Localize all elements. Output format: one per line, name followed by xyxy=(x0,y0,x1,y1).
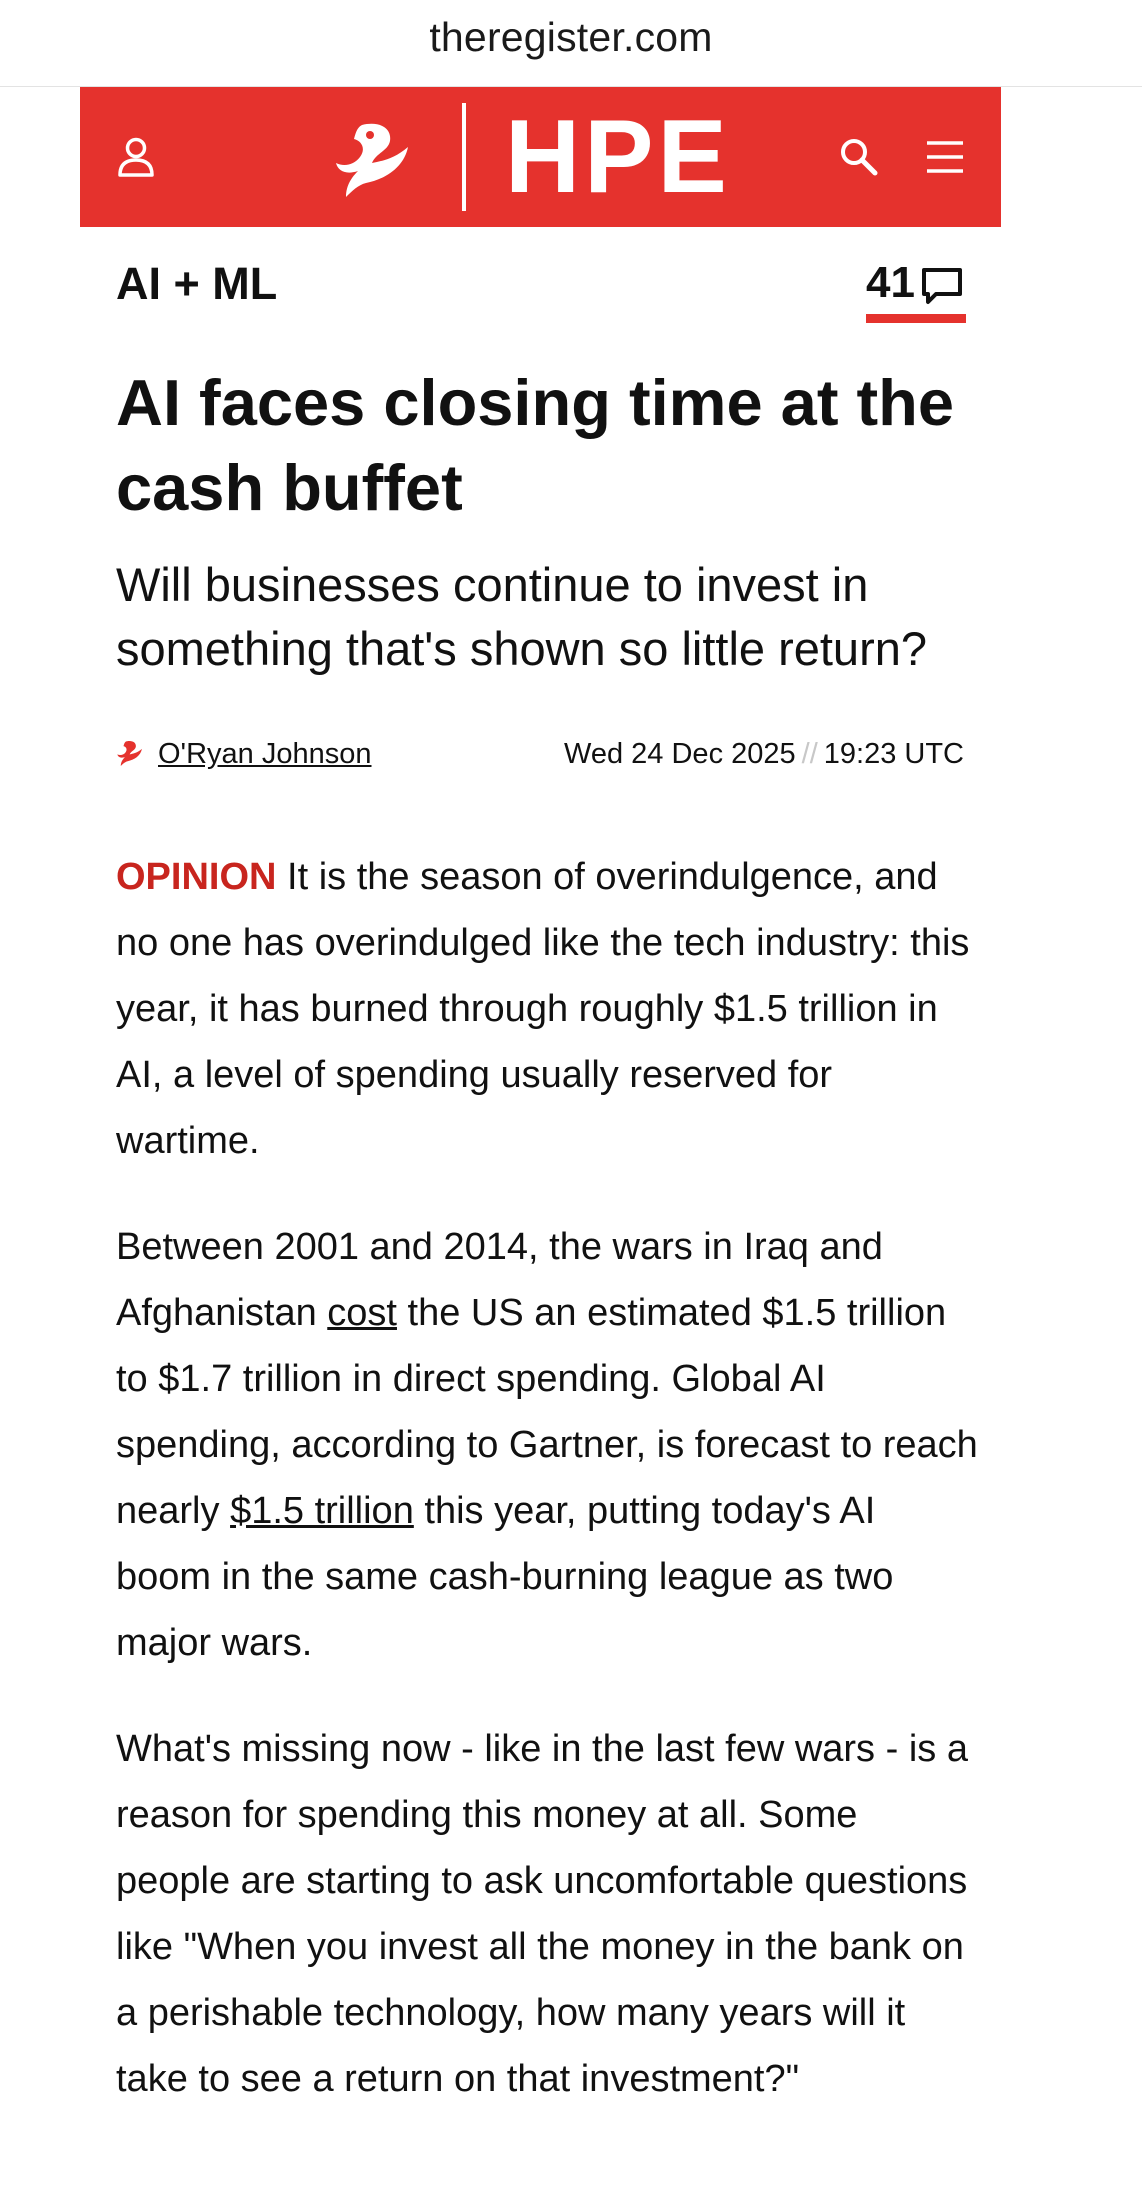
comments-count: 41 xyxy=(866,258,915,307)
article-paragraph xyxy=(116,844,978,1174)
section-label[interactable]: AI + ML xyxy=(116,258,278,309)
opinion-tag: OPINION xyxy=(116,856,277,898)
paragraph-text: the US an estimated $1.5 trillion to $1.7 trillion in direct spending. Global AI spending, according to Gartner, is forecast to reach nearly xyxy=(116,1292,978,1532)
publish-time: 19:23 UTC xyxy=(823,738,964,770)
article-headline: AI faces closing time at the cash buffet xyxy=(116,366,955,524)
site-masthead xyxy=(80,87,1001,227)
paragraph-text: It is the season of overindulgence, and no one has overindulged like the tech industry: this year, it has burned through roughly $1.5 trillion in AI, a level of spending usually reserved for wartime. xyxy=(116,856,970,1162)
article-body xyxy=(116,844,978,2152)
article-paragraph xyxy=(116,1716,978,2112)
search-icon[interactable] xyxy=(837,135,881,179)
article-standfirst: Will businesses continue to invest in something that's shown so little return? xyxy=(116,558,928,675)
logo-divider xyxy=(462,103,466,211)
user-icon[interactable] xyxy=(114,135,158,179)
byline xyxy=(116,736,964,776)
publish-date: Wed 24 Dec 2025 xyxy=(564,738,796,770)
comments-link[interactable] xyxy=(866,258,966,324)
browser-url-bar[interactable] xyxy=(0,0,1142,87)
register-logo[interactable] xyxy=(332,121,414,197)
cost-link[interactable]: cost xyxy=(327,1292,397,1334)
comments-underline xyxy=(866,314,966,323)
paragraph-text: What's missing now - like in the last few wars - is a reason for spending this money at all. Some people are starting to ask uncomfortable questions like "When you invest all the money in the bank on a perishable technology, how many years will it take to see a return on that investment?" xyxy=(116,1728,968,2100)
author-link[interactable]: O'Ryan Johnson xyxy=(158,738,372,770)
menu-icon[interactable] xyxy=(925,137,965,177)
date-separator: // xyxy=(801,738,818,770)
publish-dateline xyxy=(564,738,964,771)
paragraph-text: Between 2001 and 2014, the wars in Iraq and Afghanistan xyxy=(116,1226,883,1334)
register-logo-icon xyxy=(116,740,144,766)
partner-logo-hpe[interactable]: HPE xyxy=(505,99,731,215)
paragraph-text: this year, putting today's AI boom in the same cash-burning league as two major wars. xyxy=(116,1490,894,1664)
gartner-spending-link[interactable]: $1.5 trillion xyxy=(230,1490,414,1532)
url-text[interactable]: theregister.com xyxy=(429,14,713,60)
comment-icon xyxy=(920,266,964,306)
article-paragraph xyxy=(116,1214,978,1676)
